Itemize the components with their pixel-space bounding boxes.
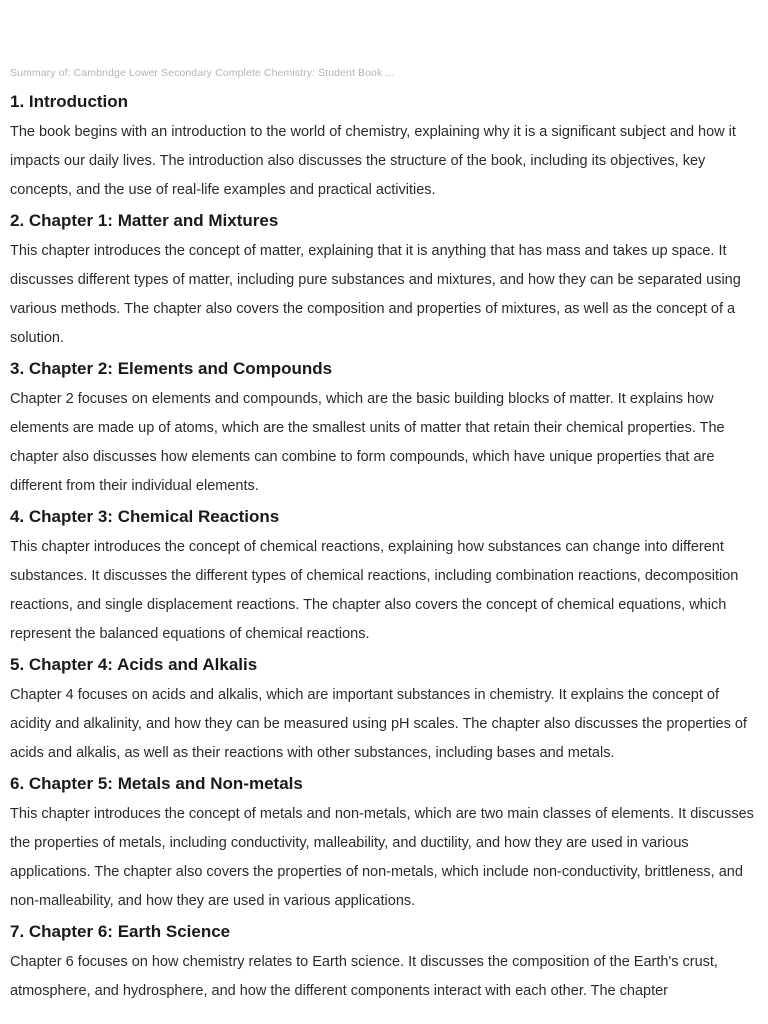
section-chapter-3 xyxy=(10,505,760,649)
section-heading: 2. Chapter 1: Matter and Mixtures xyxy=(10,211,279,230)
section-body: Chapter 4 focuses on acids and alkalis, which are important substances in chemistry. It explains the concept of acidity and alkalinity, and how they can be measured using pH scales. The chapter also discusses the properties of acids and alkalis, as well as their reactions with other substances, including bases and metals. xyxy=(10,687,747,761)
section-body: Chapter 6 focuses on how chemistry relates to Earth science. It discusses the composition of the Earth's crust, atmosphere, and hydrosphere, and how the different components interact with each other. The chapter xyxy=(10,954,718,999)
section-body: This chapter introduces the concept of chemical reactions, explaining how substances can change into different substances. It discusses the different types of chemical reactions, including combination reactions, decomposition reactions, and single displacement reactions. The chapter also covers the concept of chemical equations, which represent the balanced equations of chemical reactions. xyxy=(10,539,739,642)
section-heading: 5. Chapter 4: Acids and Alkalis xyxy=(10,655,258,674)
section-body: The book begins with an introduction to the world of chemistry, explaining why it is a significant subject and how it impacts our daily lives. The introduction also discusses the structure of the book, including its objectives, key concepts, and the use of real-life examples and practical activities. xyxy=(10,124,736,198)
section-body: Chapter 2 focuses on elements and compounds, which are the basic building blocks of matter. It explains how elements are made up of atoms, which are the smallest units of matter that retain their chemical properties. The chapter also discusses how elements can combine to form compounds, which have unique properties that are different from their individual elements. xyxy=(10,391,725,494)
section-heading: 1. Introduction xyxy=(10,92,129,111)
section-body: This chapter introduces the concept of matter, explaining that it is anything that has mass and takes up space. It discusses different types of matter, including pure substances and mixtures, and how they can be separated using various methods. The chapter also covers the composition and properties of mixtures, as well as the concept of a solution. xyxy=(10,243,741,346)
section-chapter-5 xyxy=(10,772,760,916)
section-chapter-4 xyxy=(10,653,760,768)
section-chapter-6 xyxy=(10,920,760,1006)
section-body: This chapter introduces the concept of metals and non-metals, which are two main classes of elements. It discusses the properties of metals, including conductivity, malleability, and ductility, and how they are used in various applications. The chapter also covers the properties of non-metals, which include non-conductivity, brittleness, and non-malleability, and how they are used in various applications. xyxy=(10,806,754,909)
section-heading: 3. Chapter 2: Elements and Compounds xyxy=(10,359,333,378)
summary-title: Summary of: Cambridge Lower Secondary Complete Chemistry: Student Book ... xyxy=(10,67,395,79)
section-heading: 7. Chapter 6: Earth Science xyxy=(10,922,231,941)
section-chapter-1 xyxy=(10,209,760,353)
section-chapter-2 xyxy=(10,357,760,501)
section-heading: 6. Chapter 5: Metals and Non-metals xyxy=(10,774,303,793)
section-heading: 4. Chapter 3: Chemical Reactions xyxy=(10,507,280,526)
section-introduction xyxy=(10,90,760,205)
